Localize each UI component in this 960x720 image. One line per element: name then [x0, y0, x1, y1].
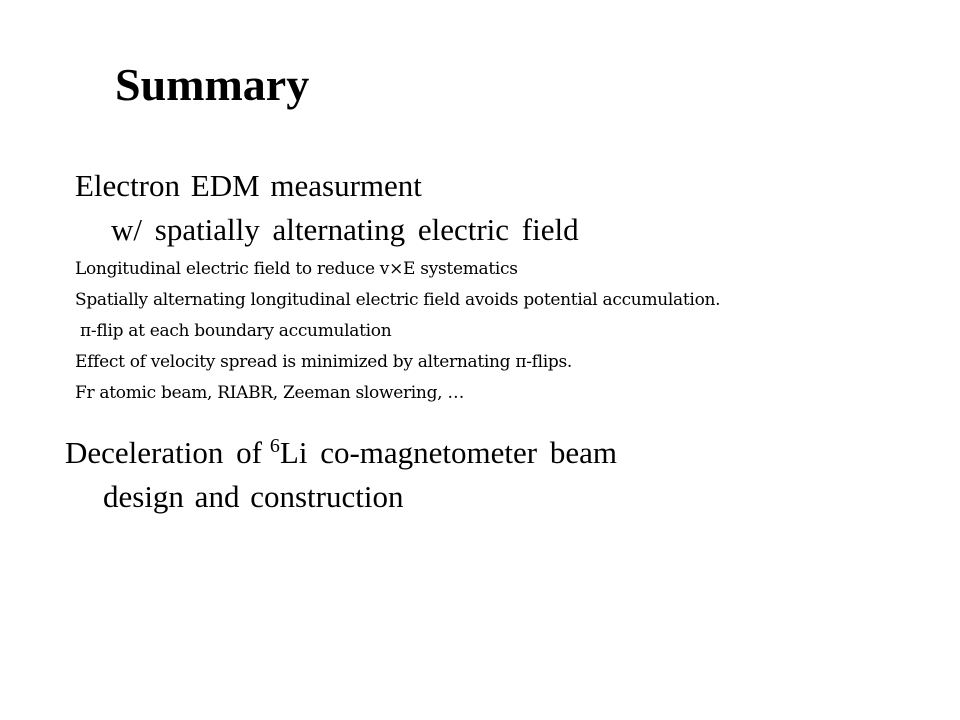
section-heading-edm: Electron EDM measurment — [75, 168, 422, 203]
section-heading-deceleration — [65, 437, 617, 468]
summary-point: Fr atomic beam, RIABR, Zeeman slowering, … — [75, 383, 465, 403]
summary-point: Longitudinal electric field to reduce v×E systematics — [75, 259, 518, 279]
summary-point: Effect of velocity spread is minimized by alternating π-flips. — [75, 352, 573, 372]
heading-text-before: Deceleration of — [65, 435, 262, 470]
summary-point-list — [75, 258, 720, 413]
section-subheading-deceleration: design and construction — [103, 479, 404, 514]
summary-point: π-flip at each boundary accumulation — [80, 321, 392, 341]
isotope-superscript: 6 — [269, 435, 280, 457]
section-subheading-edm: w/ spatially alternating electric field — [111, 212, 579, 247]
slide-title: Summary — [115, 59, 310, 110]
summary-point: Spatially alternating longitudinal electric field avoids potential accumulation. — [75, 290, 721, 310]
heading-text-after: Li co-magnetometer beam — [279, 435, 617, 470]
